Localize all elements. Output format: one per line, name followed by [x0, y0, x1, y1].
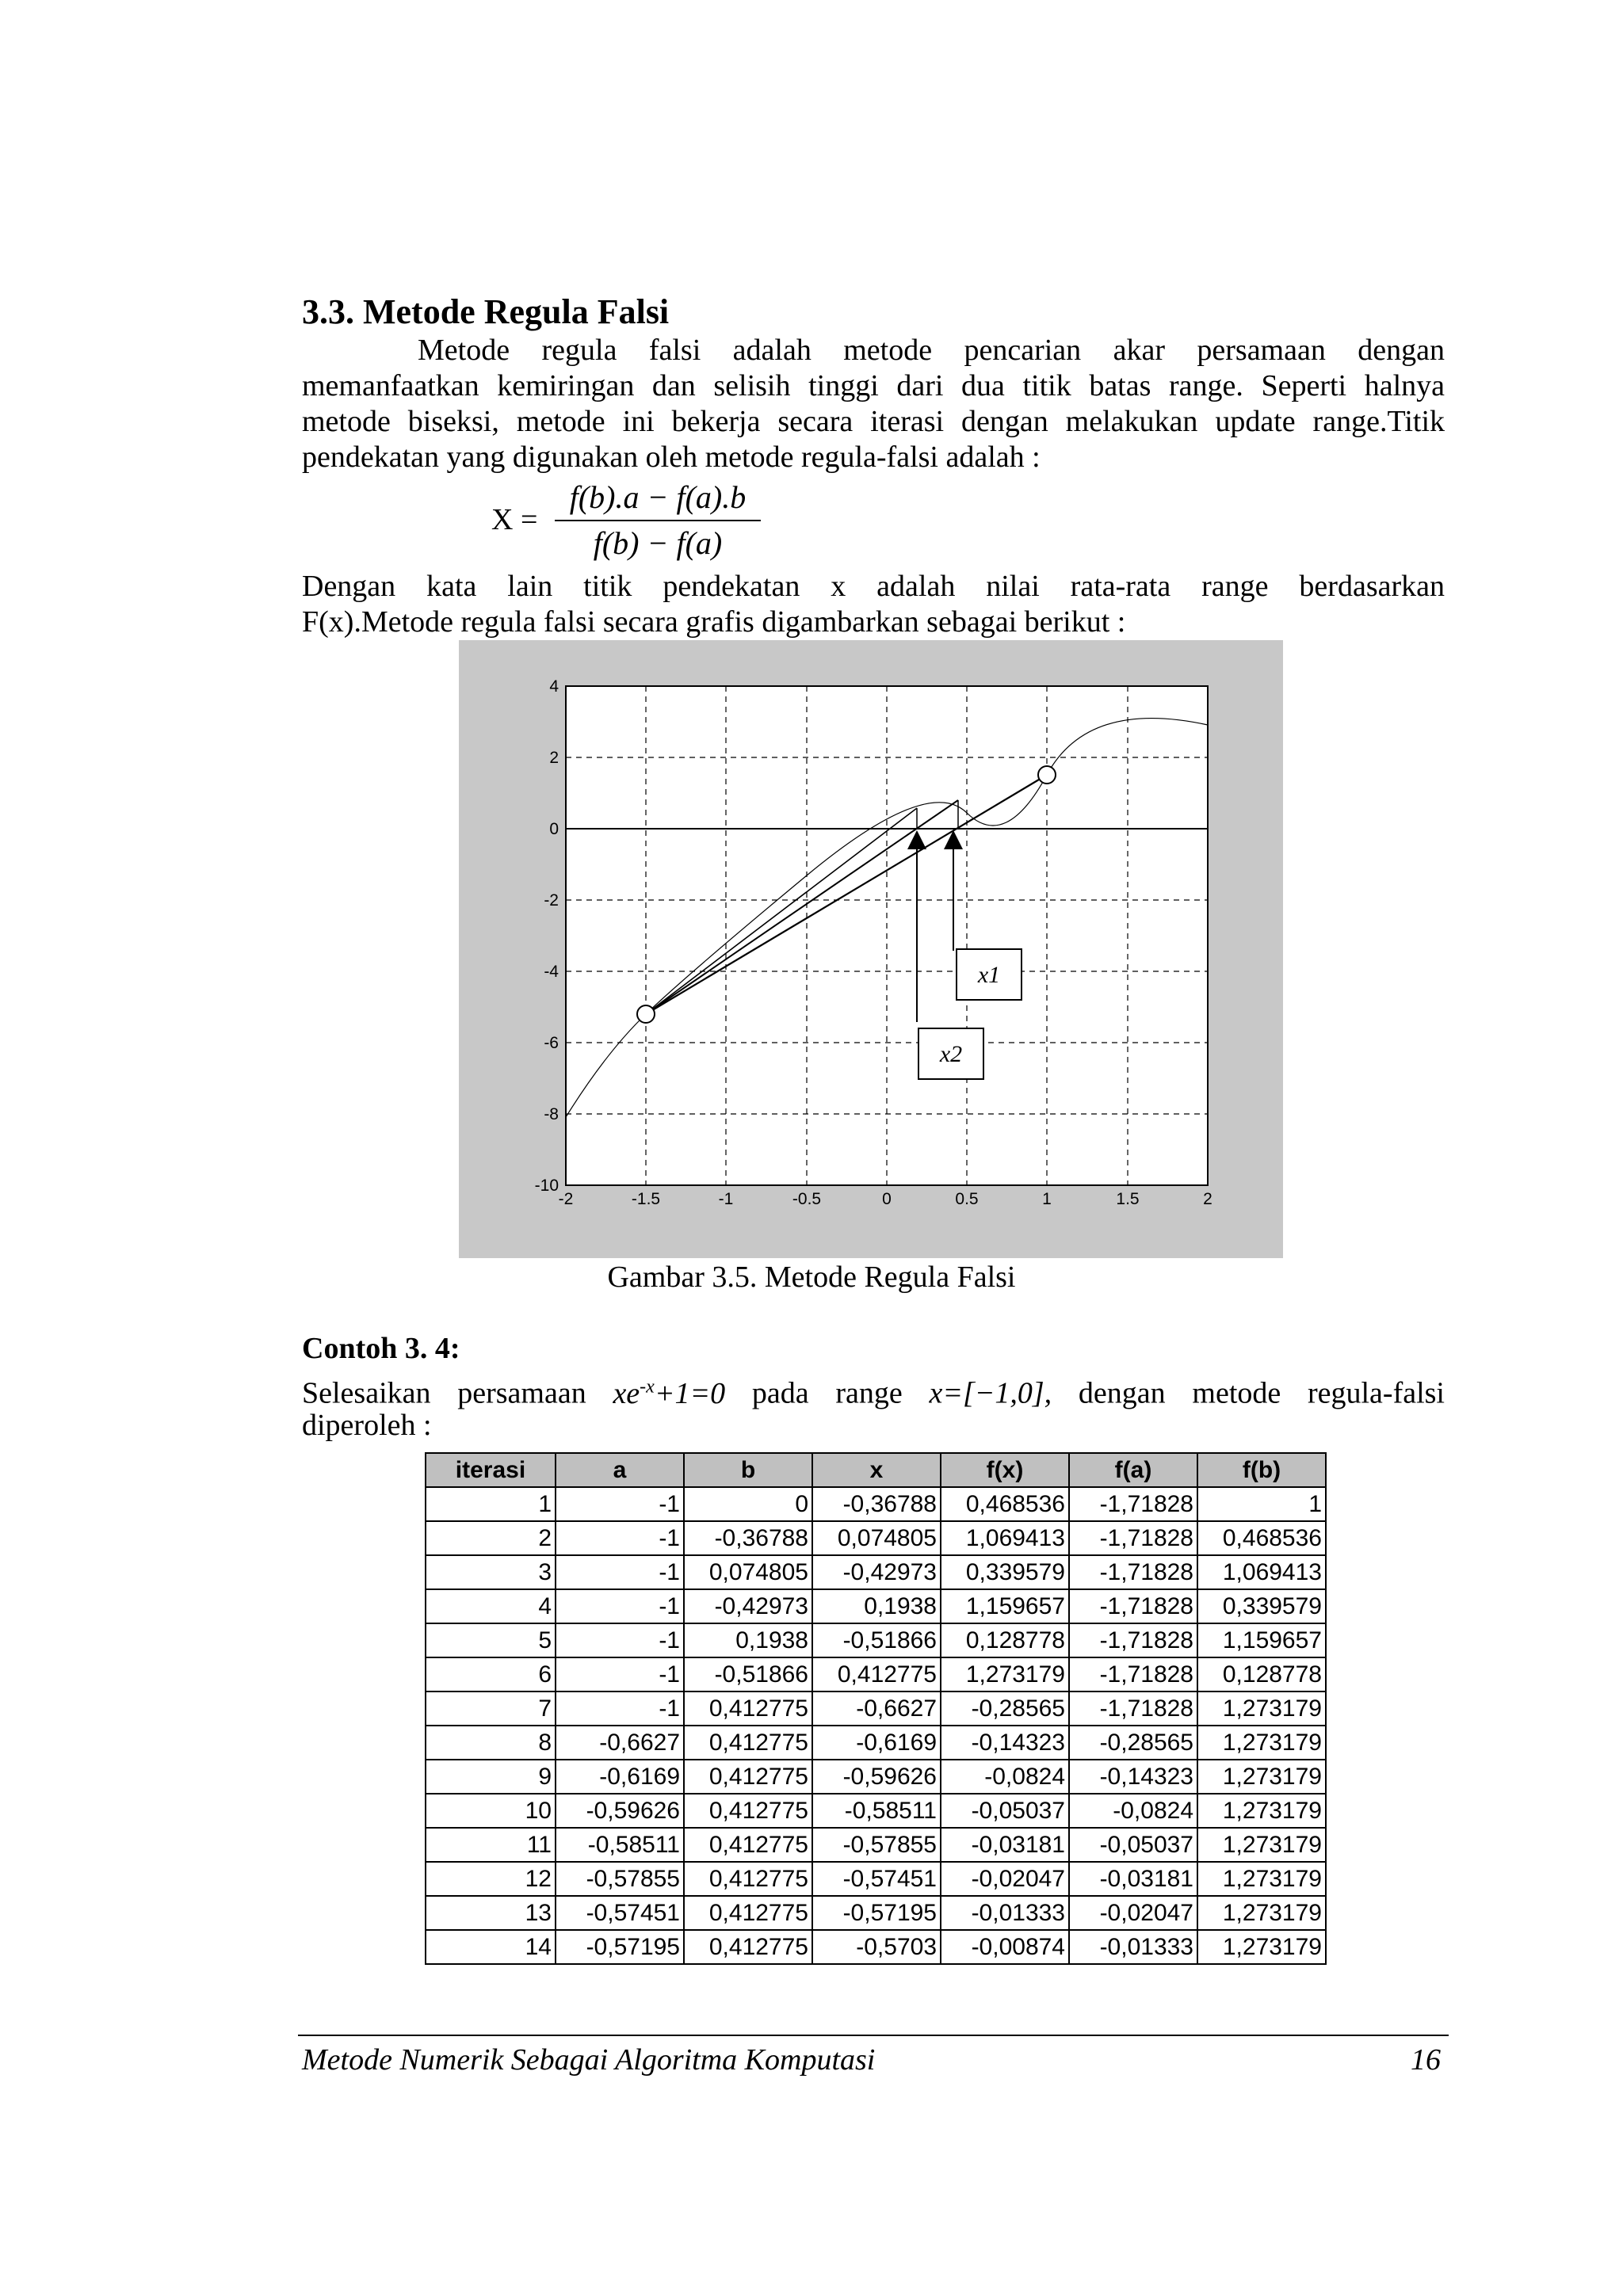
table-cell: -0,28565: [941, 1691, 1069, 1726]
table-cell: 0,412775: [684, 1862, 812, 1896]
table-cell: -1,71828: [1069, 1521, 1197, 1555]
table-cell: -0,03181: [1069, 1862, 1197, 1896]
y-tick-label: -10: [534, 1177, 559, 1195]
table-cell: 1,273179: [1197, 1930, 1326, 1964]
footer-book-title: Metode Numerik Sebagai Algoritma Komputasi: [302, 2043, 876, 2077]
table-cell: -0,6169: [556, 1760, 684, 1794]
table-cell: 1: [426, 1487, 556, 1521]
table-cell: 1,069413: [1197, 1555, 1326, 1589]
x-tick-label: 2: [1203, 1190, 1212, 1208]
table-cell: 0,412775: [812, 1657, 941, 1691]
table-cell: 2: [426, 1521, 556, 1555]
example-line-2: diperoleh :: [302, 1409, 432, 1442]
table-cell: 0: [684, 1487, 812, 1521]
column-header: b: [684, 1453, 812, 1487]
example-line: [302, 1369, 1445, 1410]
table-cell: 12: [426, 1862, 556, 1896]
table-cell: -1,71828: [1069, 1487, 1197, 1521]
x1-label: x1: [977, 962, 1001, 988]
table-cell: -1,71828: [1069, 1589, 1197, 1623]
table-cell: 0,074805: [812, 1521, 941, 1555]
table-cell: 0,412775: [684, 1726, 812, 1760]
intro-paragraph: [302, 333, 1445, 475]
table-cell: 8: [426, 1726, 556, 1760]
table-cell: -0,05037: [1069, 1828, 1197, 1862]
table-cell: 0,412775: [684, 1930, 812, 1964]
table-row: [426, 1862, 1326, 1896]
equation-exponent: -x: [640, 1376, 655, 1397]
table-cell: -1: [556, 1589, 684, 1623]
table-cell: 1,159657: [1197, 1623, 1326, 1657]
table-cell: -1: [556, 1657, 684, 1691]
table-header-row: [426, 1453, 1326, 1487]
footer-divider: [298, 2035, 1449, 2036]
formula-denominator: f(b) − f(a): [593, 525, 723, 561]
table-cell: 1,273179: [1197, 1691, 1326, 1726]
table-cell: -1,71828: [1069, 1623, 1197, 1657]
table-cell: 1: [1197, 1487, 1326, 1521]
table-cell: 3: [426, 1555, 556, 1589]
explanation-line: F(x).Metode regula falsi secara grafis digambarkan sebagai berikut :: [302, 605, 1126, 639]
table-cell: 1,273179: [1197, 1726, 1326, 1760]
y-tick-label: -4: [544, 963, 559, 981]
table-row: [426, 1589, 1326, 1623]
table-cell: -0,57195: [812, 1896, 941, 1930]
table-cell: -0,58511: [812, 1794, 941, 1828]
equation-rest: +1=0: [654, 1376, 726, 1410]
table-cell: -0,5703: [812, 1930, 941, 1964]
table-cell: 5: [426, 1623, 556, 1657]
table-row: [426, 1828, 1326, 1862]
table-cell: 6: [426, 1657, 556, 1691]
explanation-paragraph: [302, 569, 1445, 640]
table-cell: 13: [426, 1896, 556, 1930]
table-cell: -0,6169: [812, 1726, 941, 1760]
endpoint-a-marker: [637, 1005, 655, 1023]
equation-base: xe: [613, 1376, 640, 1410]
x2-label: x2: [939, 1041, 963, 1067]
table-cell: 1,159657: [941, 1589, 1069, 1623]
column-header: f(x): [941, 1453, 1069, 1487]
example-suffix: dengan metode regula-falsi: [1078, 1376, 1445, 1410]
table-cell: 10: [426, 1794, 556, 1828]
table-cell: -1,71828: [1069, 1657, 1197, 1691]
x-tick-label: -1.5: [631, 1190, 661, 1208]
table-cell: 1,273179: [1197, 1862, 1326, 1896]
intro-line: memanfaatkan kemiringan dan selisih tinggi dari dua titik batas range. Seperti halnya: [302, 369, 1445, 402]
table-cell: -0,57855: [812, 1828, 941, 1862]
y-tick-label: -6: [544, 1034, 559, 1052]
table-cell: 0,1938: [812, 1589, 941, 1623]
regula-falsi-figure: [459, 640, 1283, 1258]
table-row: [426, 1623, 1326, 1657]
table-row: [426, 1896, 1326, 1930]
table-cell: 0,468536: [1197, 1521, 1326, 1555]
table-cell: 1,273179: [1197, 1828, 1326, 1862]
range: x=[−1,0],: [929, 1376, 1052, 1410]
x-tick-label: 1: [1042, 1190, 1052, 1208]
table-cell: -1: [556, 1555, 684, 1589]
fraction-bar: [555, 520, 761, 521]
table-cell: 1,273179: [1197, 1794, 1326, 1828]
table-cell: -0,51866: [684, 1657, 812, 1691]
table-cell: 0,412775: [684, 1828, 812, 1862]
table-cell: -0,01333: [941, 1896, 1069, 1930]
table-cell: -1: [556, 1691, 684, 1726]
example-prefix: Selesaikan persamaan: [302, 1376, 586, 1410]
table-cell: 0,412775: [684, 1794, 812, 1828]
endpoint-b-marker: [1038, 766, 1056, 784]
table-row: [426, 1487, 1326, 1521]
x-tick-label: -1: [718, 1190, 734, 1208]
y-tick-label: 4: [549, 677, 559, 696]
table-cell: 1,069413: [941, 1521, 1069, 1555]
table-cell: 1,273179: [1197, 1760, 1326, 1794]
x-tick-label: 1.5: [1116, 1190, 1140, 1208]
table-cell: -0,59626: [812, 1760, 941, 1794]
table-row: [426, 1521, 1326, 1555]
intro-line: metode biseksi, metode ini bekerja secara iterasi dengan melakukan update range.Titik: [302, 405, 1445, 438]
column-header: f(a): [1069, 1453, 1197, 1487]
regula-falsi-plot: [459, 640, 1283, 1258]
y-tick-label: -2: [544, 891, 559, 910]
table-cell: 1,273179: [1197, 1896, 1326, 1930]
regula-falsi-formula: [491, 479, 761, 566]
table-cell: 1,273179: [941, 1657, 1069, 1691]
table-cell: 14: [426, 1930, 556, 1964]
table-cell: 4: [426, 1589, 556, 1623]
table-cell: -1: [556, 1521, 684, 1555]
column-header: f(b): [1197, 1453, 1326, 1487]
column-header: x: [812, 1453, 941, 1487]
table-cell: 0,128778: [941, 1623, 1069, 1657]
intro-line: pendekatan yang digunakan oleh metode regula-falsi adalah :: [302, 441, 1041, 474]
table-cell: -0,02047: [941, 1862, 1069, 1896]
y-tick-label: 0: [549, 820, 559, 838]
table-cell: -0,59626: [556, 1794, 684, 1828]
table-row: [426, 1691, 1326, 1726]
table-cell: -0,57195: [556, 1930, 684, 1964]
table-row: [426, 1930, 1326, 1964]
example-title: Contoh 3. 4:: [302, 1332, 460, 1365]
table-cell: 0,339579: [941, 1555, 1069, 1589]
table-cell: 0,468536: [941, 1487, 1069, 1521]
table-cell: -0,14323: [941, 1726, 1069, 1760]
table-cell: -0,02047: [1069, 1896, 1197, 1930]
table-cell: -0,6627: [556, 1726, 684, 1760]
y-tick-label: -8: [544, 1105, 559, 1123]
page-number: 16: [1411, 2043, 1441, 2077]
table-cell: -0,01333: [1069, 1930, 1197, 1964]
table-cell: -0,28565: [1069, 1726, 1197, 1760]
table-cell: 0,339579: [1197, 1589, 1326, 1623]
table-cell: -1,71828: [1069, 1691, 1197, 1726]
formula-lhs: X =: [491, 503, 538, 536]
table-cell: -0,42973: [684, 1589, 812, 1623]
table-cell: 0,128778: [1197, 1657, 1326, 1691]
table-cell: 0,074805: [684, 1555, 812, 1589]
iteration-table: [425, 1452, 1327, 1965]
equation: [613, 1377, 725, 1410]
table-row: [426, 1555, 1326, 1589]
table-cell: 0,412775: [684, 1896, 812, 1930]
explanation-line: Dengan kata lain titik pendekatan x adalah nilai rata-rata range berdasarkan: [302, 570, 1445, 603]
x-tick-label: -2: [558, 1190, 574, 1208]
table-cell: -1: [556, 1623, 684, 1657]
table-cell: -0,00874: [941, 1930, 1069, 1964]
intro-line: Metode regula falsi adalah metode pencarian akar persamaan dengan: [418, 334, 1445, 367]
table-cell: -0,14323: [1069, 1760, 1197, 1794]
column-header: iterasi: [426, 1453, 556, 1487]
table-cell: 9: [426, 1760, 556, 1794]
section-title: 3.3. Metode Regula Falsi: [302, 292, 670, 331]
y-tick-label: 2: [549, 749, 559, 767]
table-cell: -0,42973: [812, 1555, 941, 1589]
x-tick-label: -0.5: [792, 1190, 822, 1208]
table-row: [426, 1760, 1326, 1794]
table-cell: -0,36788: [812, 1487, 941, 1521]
table-cell: -1,71828: [1069, 1555, 1197, 1589]
x-tick-label: 0: [882, 1190, 892, 1208]
table-cell: -0,0824: [941, 1760, 1069, 1794]
table-cell: 7: [426, 1691, 556, 1726]
table-body: [426, 1487, 1326, 1964]
table-row: [426, 1794, 1326, 1828]
table-cell: -0,57451: [556, 1896, 684, 1930]
table-cell: -0,51866: [812, 1623, 941, 1657]
x-tick-label: 0.5: [955, 1190, 979, 1208]
table-row: [426, 1726, 1326, 1760]
table-cell: 0,412775: [684, 1760, 812, 1794]
table-cell: -0,58511: [556, 1828, 684, 1862]
table-cell: -0,05037: [941, 1794, 1069, 1828]
formula-numerator: f(b).a − f(a).b: [569, 479, 747, 515]
figure-caption: Gambar 3.5. Metode Regula Falsi: [607, 1261, 1016, 1294]
table-cell: -0,36788: [684, 1521, 812, 1555]
example-mid: pada range: [751, 1376, 903, 1410]
example-statement: [302, 1369, 1445, 1444]
table-cell: -0,0824: [1069, 1794, 1197, 1828]
table-cell: -1: [556, 1487, 684, 1521]
table-cell: 0,1938: [684, 1623, 812, 1657]
table-cell: -0,03181: [941, 1828, 1069, 1862]
table-cell: 11: [426, 1828, 556, 1862]
table-cell: -0,6627: [812, 1691, 941, 1726]
table-cell: -0,57855: [556, 1862, 684, 1896]
table-cell: 0,412775: [684, 1691, 812, 1726]
table-row: [426, 1657, 1326, 1691]
table-cell: -0,57451: [812, 1862, 941, 1896]
column-header: a: [556, 1453, 684, 1487]
